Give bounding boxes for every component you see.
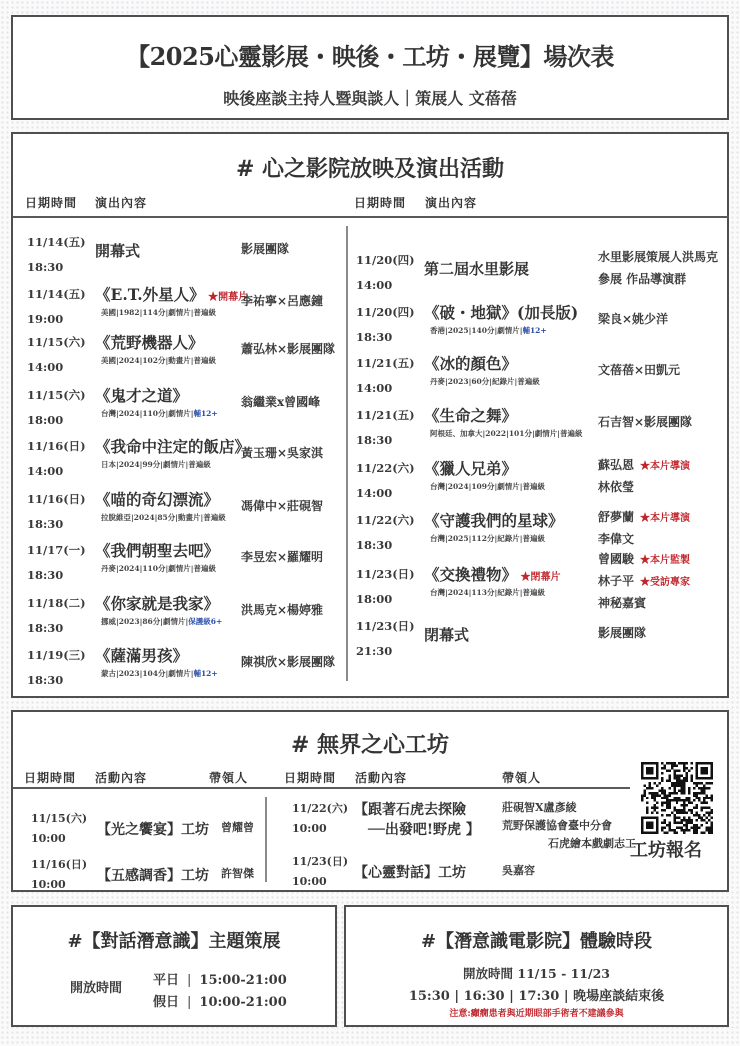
leader-name: 石虎繪本戲劇志工 xyxy=(548,837,636,850)
event-title: 《荒野機器人》 xyxy=(95,333,204,352)
col-header-leader: 帶領人 xyxy=(502,771,542,785)
host-name: 林依瑩 xyxy=(598,480,635,494)
col-header-content: 演出內容 xyxy=(95,196,148,210)
day-label: 假日 xyxy=(153,995,180,1010)
column-divider xyxy=(346,226,348,681)
col-header-content: 演出內容 xyxy=(425,196,478,210)
film-info: 丹麥|2024|110分|劇情片|普遍級 xyxy=(101,564,216,573)
film-info: 台灣|2024|110分|劇情片|輔12+ xyxy=(101,409,218,418)
col-header-activity: 活動內容 xyxy=(355,771,408,785)
host-name: 翁繼業x曾國峰 xyxy=(241,395,321,409)
highlight-tag: ★開幕片 xyxy=(204,292,249,303)
date-time: 11/22(六) 10:00 xyxy=(292,802,349,835)
activity-name: 【光之饗宴】工坊 xyxy=(97,822,209,838)
event-title: 《我命中注定的飯店》 xyxy=(95,437,251,456)
date-time: 11/14(五) 19:00 xyxy=(27,287,86,326)
date-time: 11/14(五) 18:30 xyxy=(27,235,86,274)
page-title: 【2025心靈影展・映後・工坊・展覽】場次表 xyxy=(126,42,614,71)
qr-code-icon[interactable] xyxy=(641,762,713,834)
host-name: 梁良×姚少洋 xyxy=(598,312,669,326)
host-name: 舒夢蘭 ★本片導演 xyxy=(598,510,691,524)
open-hours-label: 開放時間 xyxy=(70,981,123,996)
leader-name: 許智傑 xyxy=(221,867,254,880)
activity-name: 【跟著石虎去探險 xyxy=(354,802,466,818)
host-name: 李昱宏×羅耀明 xyxy=(241,550,324,564)
date-time: 11/15(六) 14:00 xyxy=(27,335,86,374)
warning-note: 注意:癲癇患者與近期眼部手術者不建議參與 xyxy=(449,1009,624,1019)
exhibition-section xyxy=(11,905,337,1027)
holiday-hours: 假日 | 10:00-21:00 xyxy=(153,995,287,1010)
date-time: 11/19(三) 18:30 xyxy=(27,648,86,687)
col-header-date: 日期時間 xyxy=(25,196,78,210)
time-slots: 15:30 | 16:30 | 17:30 | 晚場座談結束後 xyxy=(408,989,665,1004)
date-time: 11/21(五) 14:00 xyxy=(356,356,415,395)
film-info: 阿根廷、加拿大|2022|101分|劇情片|普遍級 xyxy=(430,429,583,438)
col-header-date: 日期時間 xyxy=(24,771,77,785)
leader-name: 吳嘉容 xyxy=(502,864,535,877)
rating-badge: 輔12+ xyxy=(193,409,218,418)
weekday-hours: 平日 | 15:00-21:00 xyxy=(153,973,287,988)
event-title: 《獵人兄弟》 xyxy=(424,459,518,478)
leader-name: 曾耀曾 xyxy=(221,821,254,834)
section-title: # 心之影院放映及演出活動 xyxy=(235,156,505,182)
host-name: 影展團隊 xyxy=(598,626,647,640)
section-title: #【對話潛意識】主題策展 xyxy=(67,931,281,952)
film-info: 香港|2025|140分|劇情片|輔12+ xyxy=(430,326,547,335)
event-title: 《破・地獄》(加長版) xyxy=(424,303,579,322)
divider xyxy=(258,787,630,789)
host-name: 參展 作品導演群 xyxy=(598,272,687,286)
host-name: 黃玉珊×吳家淇 xyxy=(241,446,324,460)
host-name: 洪馬克×楊婷雅 xyxy=(241,603,324,617)
event-title: 《薩滿男孩》 xyxy=(95,646,189,665)
page-header xyxy=(11,15,729,120)
page-subtitle: 映後座談主持人暨與談人｜策展人 文蓓蓓 xyxy=(223,89,517,108)
qr-label: 工坊報名 xyxy=(630,840,702,861)
date-time: 11/22(六) 18:30 xyxy=(356,513,415,552)
activity-name: 【心靈對話】工坊 xyxy=(354,865,466,881)
host-name: 石吉智×影展團隊 xyxy=(598,415,693,429)
date-time: 11/21(五) 18:30 xyxy=(356,408,415,447)
date-time: 11/18(二) 18:30 xyxy=(27,596,86,635)
host-name: 曾國駿 ★本片監製 xyxy=(598,552,691,566)
date-time: 11/16(日) 10:00 xyxy=(31,858,88,891)
event-title: 開幕式 xyxy=(95,242,141,260)
event-title: 《我們朝聖去吧》 xyxy=(95,541,220,560)
divider xyxy=(13,787,258,789)
host-name: 林子平 ★受訪專家 xyxy=(598,574,691,588)
col-header-leader: 帶領人 xyxy=(209,771,249,785)
day-label: 平日 xyxy=(153,973,180,988)
event-title: 《冰的顏色》 xyxy=(424,354,518,373)
section-title: # 無界之心工坊 xyxy=(290,732,450,758)
divider xyxy=(343,216,729,218)
film-info: 丹麥|2023|60分|紀錄片|普遍級 xyxy=(430,377,540,386)
col-header-activity: 活動內容 xyxy=(95,771,148,785)
col-header-date: 日期時間 xyxy=(284,771,337,785)
event-title: 《守護我們的星球》 xyxy=(424,511,564,530)
host-name: 李祐寧×呂應鐘 xyxy=(241,294,324,308)
event-title: 第二屆水里影展 xyxy=(424,260,530,278)
host-name: 馮偉中×莊硯智 xyxy=(241,499,324,513)
host-name: 蕭弘林×影展團隊 xyxy=(241,342,336,356)
event-title: 《交換禮物》 ★閉幕片 xyxy=(424,565,561,584)
film-info: 台灣|2024|109分|劇情片|普遍級 xyxy=(430,482,545,491)
film-info: 拉脫維亞|2024|85分|動畫片|普遍級 xyxy=(101,513,226,522)
activity-name: ──出發吧!野虎 】 xyxy=(368,822,480,838)
time-range: 10:00-21:00 xyxy=(199,995,287,1010)
date-time: 11/22(六) 14:00 xyxy=(356,461,415,500)
event-title: 《生命之舞》 xyxy=(424,406,518,425)
date-time: 11/23(日) 21:30 xyxy=(356,619,415,658)
host-name: 李偉文 xyxy=(598,532,635,546)
host-name: 影展團隊 xyxy=(241,242,290,256)
col-header-date: 日期時間 xyxy=(354,196,407,210)
screenings-section xyxy=(11,132,729,698)
event-title: 《E.T.外星人》 ★開幕片 xyxy=(95,285,249,304)
rating-badge: 保護級6+ xyxy=(188,617,223,626)
column-divider xyxy=(265,797,267,882)
event-title: 閉幕式 xyxy=(424,626,470,644)
role-tag: ★本片監製 xyxy=(640,555,691,566)
event-title: 《喵的奇幻漂流》 xyxy=(95,490,220,509)
host-name: 水里影展策展人洪馬克 xyxy=(598,250,719,264)
event-title: 《你家就是我家》 xyxy=(95,594,220,613)
rating-badge: 輔12+ xyxy=(522,326,547,335)
film-info: 台灣|2025|112分|紀錄片|普遍級 xyxy=(430,534,545,543)
date-time: 11/20(四) 18:30 xyxy=(356,305,415,344)
activity-name: 【五感調香】工坊 xyxy=(97,868,209,884)
host-name: 文蓓蓓×田凱元 xyxy=(598,363,681,377)
date-time: 11/20(四) 14:00 xyxy=(356,253,415,292)
host-name: 陳祺欣×影展團隊 xyxy=(241,655,336,669)
leader-name: 莊硯智X盧彥綾 xyxy=(502,801,577,814)
highlight-tag: ★閉幕片 xyxy=(517,572,561,583)
workshops-section xyxy=(11,710,729,892)
leader-name: 荒野保護協會臺中分會 xyxy=(502,819,612,832)
date-time: 11/15(六) 18:00 xyxy=(27,388,86,427)
host-name: 蘇弘恩 ★本片導演 xyxy=(598,458,691,472)
film-info: 台灣|2024|113分|紀錄片|普遍級 xyxy=(430,588,545,597)
date-time: 11/23(日) 18:00 xyxy=(356,567,415,606)
date-time: 11/17(一) 18:30 xyxy=(27,543,86,582)
time-range: 15:00-21:00 xyxy=(199,973,287,988)
date-time: 11/15(六) 10:00 xyxy=(31,812,88,845)
film-info: 日本|2024|99分|劇情片|普遍級 xyxy=(101,460,211,469)
date-time: 11/16(日) 18:30 xyxy=(27,492,86,531)
role-tag: ★本片導演 xyxy=(640,461,691,472)
date-time: 11/16(日) 14:00 xyxy=(27,439,86,478)
divider xyxy=(13,216,343,218)
event-title: 《鬼才之道》 xyxy=(95,386,189,405)
host-name: 神秘嘉賓 xyxy=(598,596,647,610)
role-tag: ★受訪專家 xyxy=(640,577,691,588)
film-info: 挪威|2023|86分|劇情片|保護級6+ xyxy=(101,617,223,626)
film-info: 美國|1982|114分|劇情片|普遍級 xyxy=(101,308,216,317)
date-time: 11/23(日) 10:00 xyxy=(292,855,349,888)
rating-badge: 輔12+ xyxy=(193,669,218,678)
film-info: 美國|2024|102分|動畫片|普遍級 xyxy=(101,356,216,365)
section-title: #【潛意識電影院】體驗時段 xyxy=(420,931,653,952)
cinema-section xyxy=(344,905,729,1027)
film-info: 蒙古|2023|104分|劇情片|輔12+ xyxy=(101,669,218,678)
open-period: 開放時間 11/15 - 11/23 xyxy=(463,966,610,981)
role-tag: ★本片導演 xyxy=(640,513,691,524)
